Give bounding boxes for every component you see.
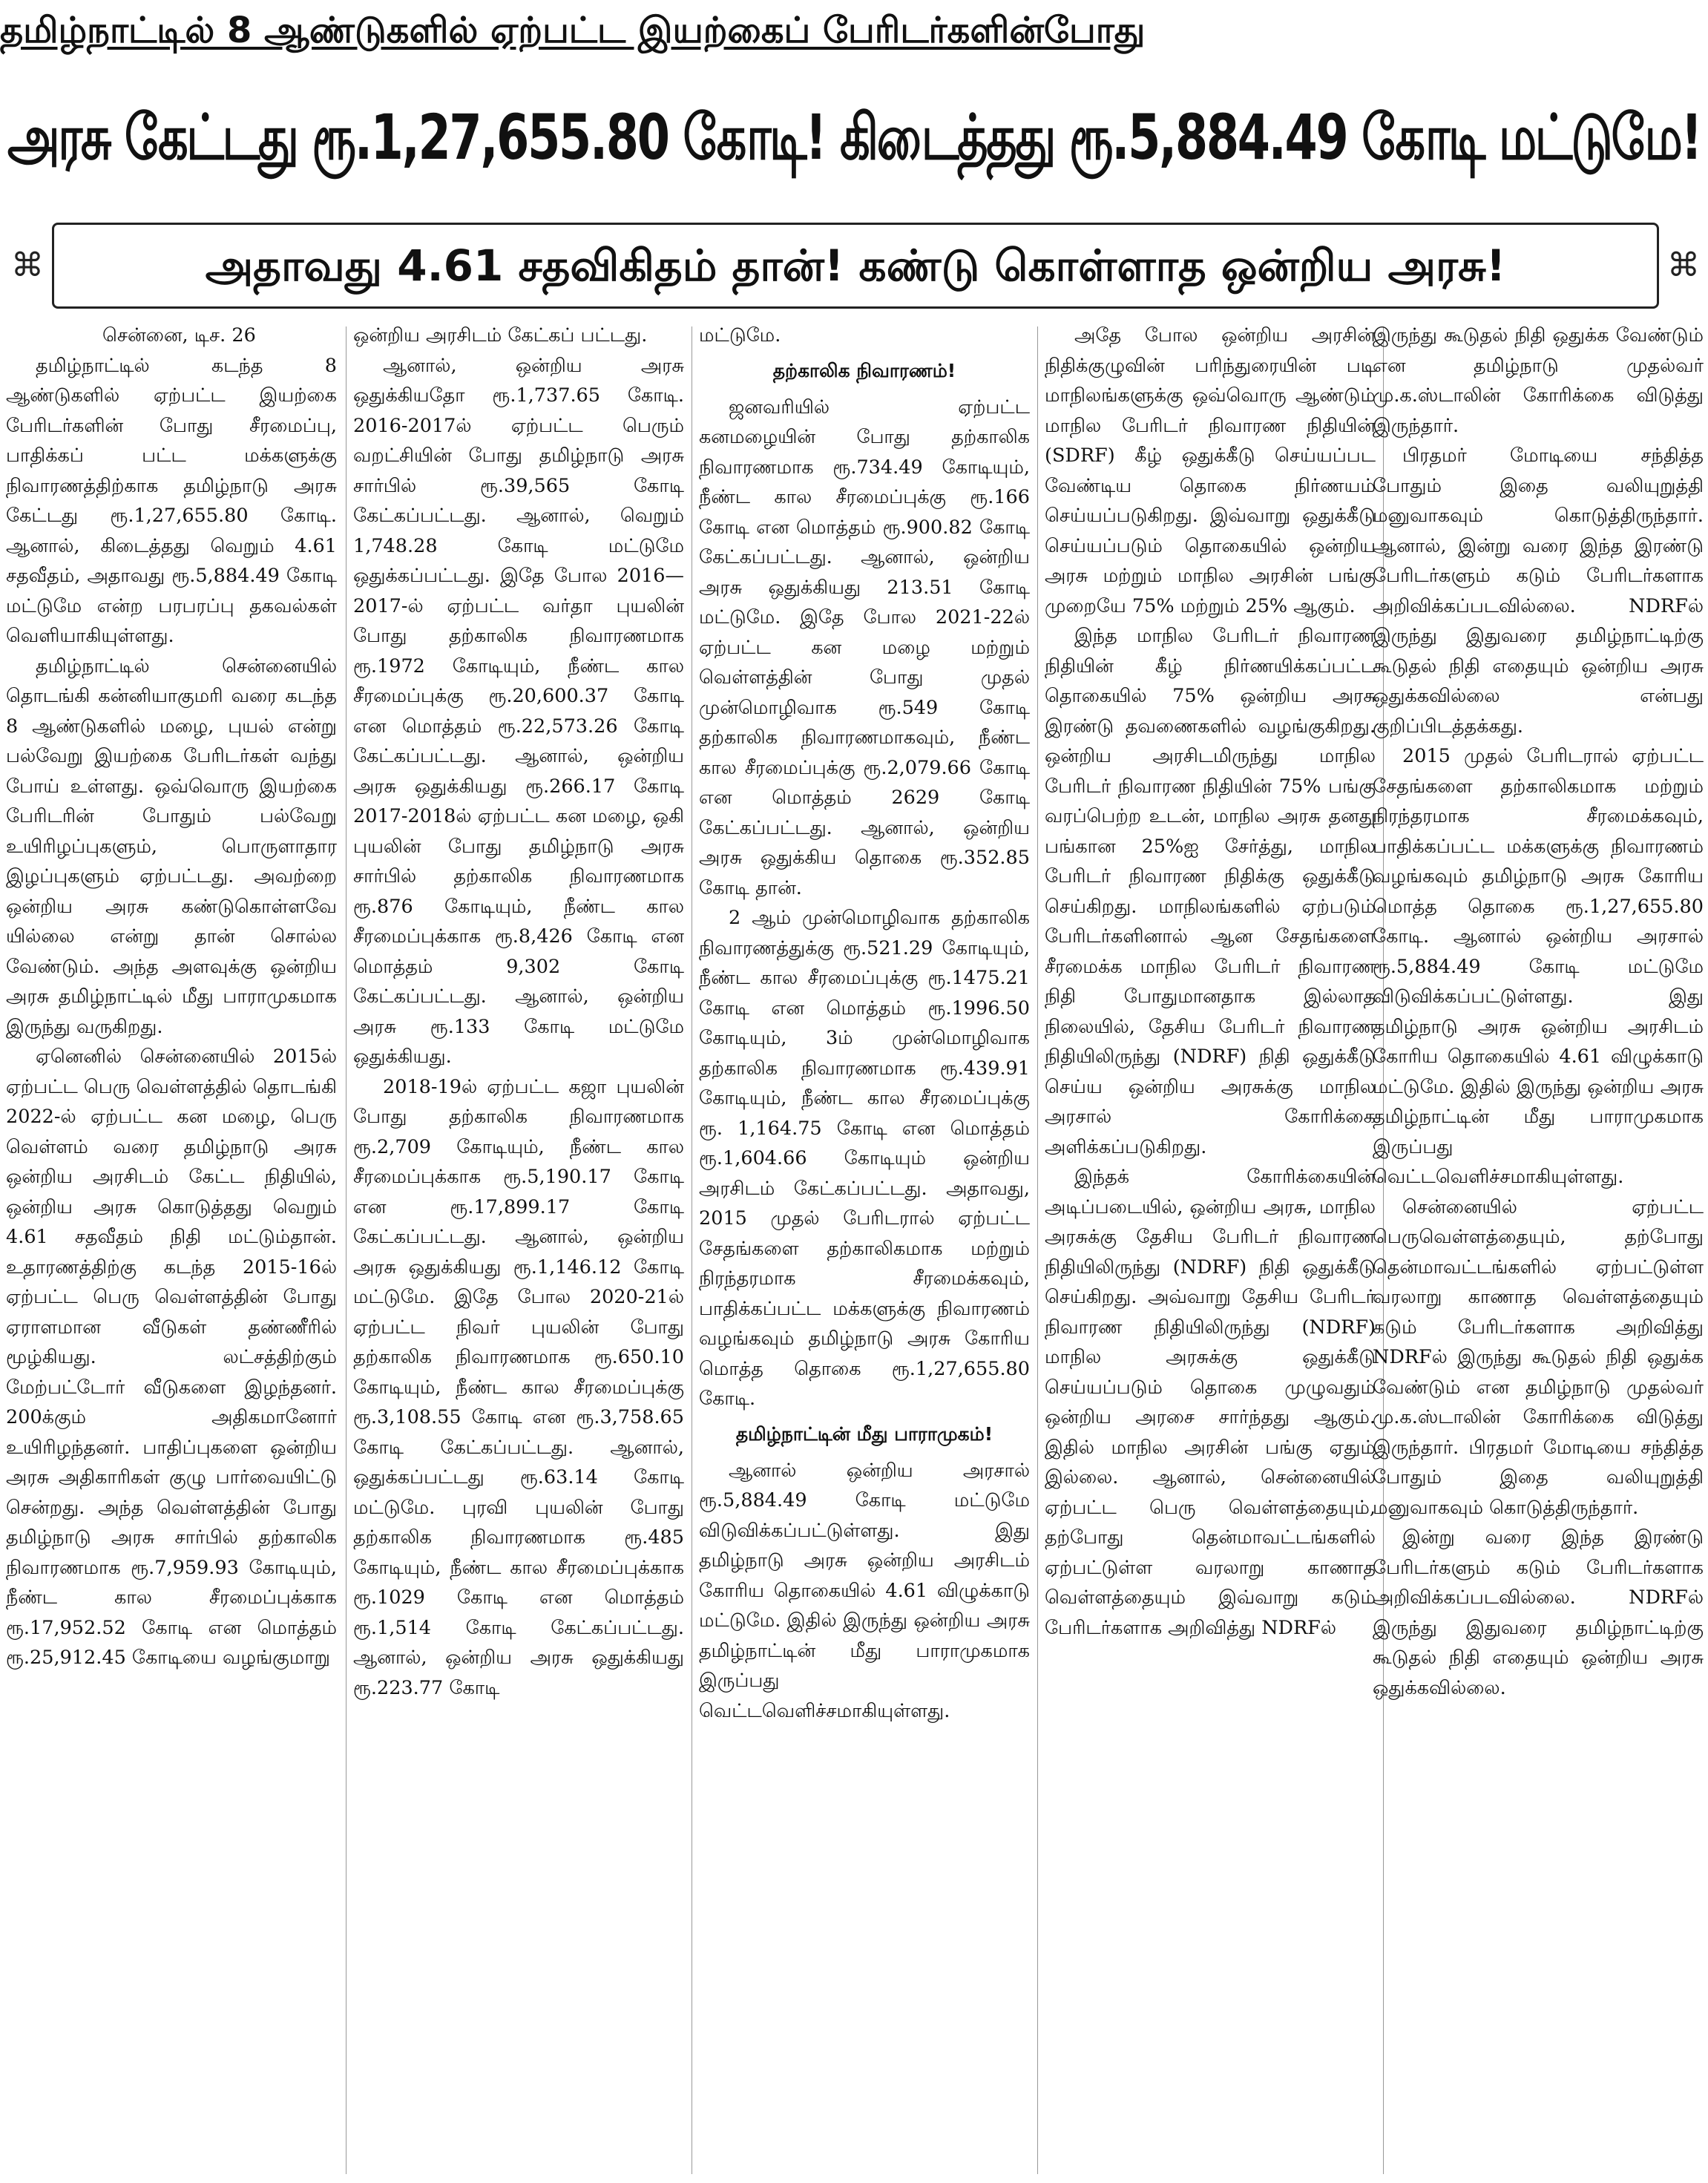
article-paragraph: அதே போல ஒன்றிய அரசின் நிதிக்குழுவின் பரிந்துரையின் படி மாநிலங்களுக்கு ஒவ்வொரு ஆண்டும் மாநில பேரிடர் நிவாரண நிதியின் (SDRF) கீழ் ஒதுக்கீடு செய்யப்பட வேண்டிய தொகை நிர்ணயம் செய்யப்படுகிறது. இவ்வாறு ஒதுக்கீடு செய்யப்படும் தொகையில் ஒன்றிய அரசு மற்றும் மாநில அரசின் பங்கு முறையே 75% மற்றும் 25% ஆகும். [1045, 324, 1376, 617]
article-column-4 [1045, 321, 1376, 2176]
article-paragraph: இந்தக் கோரிக்கையின் அடிப்படையில், ஒன்றிய அரசு, மாநில அரசுக்கு தேசிய பேரிடர் நிவாரண நிதியிலிருந்து (NDRF) நிதி ஒதுக்கீடு செய்கிறது. அவ்வாறு தேசிய பேரிடர் நிவாரண நிதியிலிருந்து (NDRF) மாநில அரசுக்கு ஒதுக்கீடு செய்யப்படும் தொகை முழுவதும் ஒன்றிய அரசை சார்ந்தது ஆகும். இதில் மாநில அரசின் பங்கு ஏதும் இல்லை. ஆனால், சென்னையில் ஏற்பட்ட பெரு வெள்ளத்தையும், தற்போது தென்மாவட்டங்களில் ஏற்பட்டுள்ள வரலாறு காணாத வெள்ளத்தையும் இவ்வாறு கடும் பேரிடர்களாக அறிவித்து NDRFல் [1045, 1166, 1376, 1639]
article-paragraph: 2018-19ல் ஏற்பட்ட கஜா புயலின் போது தற்காலிக நிவாரணமாக ரூ.2,709 கோடியும், நீண்ட கால சீரமைப்புக்காக ரூ.5,190.17 கோடி என ரூ.17,899.17 கோடி கேட்கப்பட்டது. ஆனால், ஒன்றிய அரசு ஒதுக்கியது ரூ.1,146.12 கோடி மட்டுமே. இதே போல 2020-21ல் ஏற்பட்ட நிவர் புயலின் போது தற்காலிக நிவாரணமாக ரூ.650.10 கோடியும், நீண்ட கால சீரமைப்புக்கு ரூ.3,108.55 கோடி என ரூ.3,758.65 கோடி கேட்கப்பட்டது. ஆனால், ஒதுக்கப்பட்டது ரூ.63.14 கோடி மட்டுமே. புரவி புயலின் போது தற்காலிக நிவாரணமாக ரூ.485 கோடியும், நீண்ட கால சீரமைப்புக்காக ரூ.1029 கோடி என மொத்தம் ரூ.1,514 கோடி கேட்கப்பட்டது. ஆனால், ஒன்றிய அரசு ஒதுக்கியது ரூ.223.77 கோடி [353, 1075, 684, 1699]
article-paragraph: பிரதமர் மோடியை சந்தித்த போதும் இதை வலியுறுத்தி மனுவாகவும் கொடுத்திருந்தார். ஆனால், இன்று வரை இந்த இரண்டு பேரிடர்களும் கடும் பேரிடர்களாக அறிவிக்கப்படவில்லை. NDRFல் இருந்து இதுவரை தமிழ்நாட்டிற்கு கூடுதல் நிதி எதையும் ஒன்றிய அரசு ஒதுக்கவில்லை என்பது குறிப்பிடத்தக்கது. [1373, 444, 1704, 738]
article-paragraph: தமிழ்நாட்டில் சென்னையில் தொடங்கி கன்னியாகுமரி வரை கடந்த 8 ஆண்டுகளில் மழை, புயல் என்று பல்வேறு இயற்கை பேரிடர்கள் வந்து போய் உள்ளது. ஒவ்வொரு இயற்கை பேரிடரின் போதும் பல்வேறு உயிரிழப்புகளும், பொருளாதார இழப்புகளும் ஏற்பட்டது. அவற்றை ஒன்றிய அரசு கண்டுகொள்ளவே யில்லை என்று தான் சொல்ல வேண்டும். அந்த அளவுக்கு ஒன்றிய அரசு தமிழ்நாட்டில் மீது பாராமுகமாக இருந்து வருகிறது. [6, 654, 337, 1038]
article-paragraph: ஆனால், ஒன்றிய அரசு ஒதுக்கியதோ ரூ.1,737.65 கோடி. 2016-2017ல் ஏற்பட்ட பெரும் வறட்சியின் போது தமிழ்நாடு அரசு சார்பில் ரூ.39,565 கோடி கேட்கப்பட்டது. ஆனால், வெறும் 1,748.28 கோடி மட்டுமே ஒதுக்கப்பட்டது. இதே போல 2016—2017-ல் ஏற்பட்ட வர்தா புயலின் போது தற்காலிக நிவாரணமாக ரூ.1972 கோடியும், நீண்ட கால சீரமைப்புக்கு ரூ.20,600.37 கோடி என மொத்தம் ரூ.22,573.26 கோடி கேட்கப்பட்டது. ஆனால், ஒன்றிய அரசு ஒதுக்கியது ரூ.266.17 கோடி 2017-2018ல் ஏற்பட்ட கன மழை, ஒகி புயலின் போது தமிழ்நாடு அரசு சார்பில் தற்காலிக நிவாரணமாக ரூ.876 கோடியும், நீண்ட கால சீரமைப்புக்காக ரூ.8,426 கோடி என மொத்தம் 9,302 கோடி கேட்கப்பட்டது. ஆனால், ஒன்றிய அரசு ரூ.133 கோடி மட்டுமே ஒதுக்கியது. [353, 354, 684, 1068]
section-heading: தமிழ்நாட்டின் மீது பாராமுகம்! [735, 1422, 993, 1445]
article-column-1 [6, 321, 337, 2176]
article-paragraph: சென்னையில் ஏற்பட்ட பெருவெள்ளத்தையும், தற்போது தென்மாவட்டங்களில் ஏற்பட்டுள்ள வரலாறு காணாத வெள்ளத்தையும் கடும் பேரிடர்களாக அறிவித்து NDRFல் இருந்து கூடுதல் நிதி ஒதுக்க வேண்டும் என தமிழ்நாடு முதல்வர் மு.க.ஸ்டாலின் கோரிக்கை விடுத்து இருந்தார். பிரதமர் மோடியை சந்தித்த போதும் இதை வலியுறுத்தி மனுவாகவும் கொடுத்திருந்தார். [1373, 1195, 1704, 1519]
kicker-line: தமிழ்நாட்டில் 8 ஆண்டுகளில் ஏற்பட்ட இயற்கைப் பேரிடர்களின்போது [0, 10, 1146, 51]
ornament-left-icon: ⌘ [11, 246, 44, 284]
article-paragraph: இன்று வரை இந்த இரண்டு பேரிடர்களும் கடும் பேரிடர்களாக அறிவிக்கப்படவில்லை. NDRFல் இருந்து இதுவரை தமிழ்நாட்டிற்கு கூடுதல் நிதி எதையும் ஒன்றிய அரசு ஒதுக்கவில்லை. [1373, 1526, 1704, 1699]
dateline: சென்னை, டிச. 26 [102, 324, 256, 347]
ornament-right-icon: ⌘ [1667, 246, 1700, 284]
article-paragraph: இருந்து கூடுதல் நிதி ஒதுக்க வேண்டும் என தமிழ்நாடு முதல்வர் மு.க.ஸ்டாலின் கோரிக்கை விடுத்து இருந்தார். [1373, 324, 1704, 437]
article-paragraph: ஏனெனில் சென்னையில் 2015ல் ஏற்பட்ட பெரு வெள்ளத்தில் தொடங்கி 2022-ல் ஏற்பட்ட கன மழை, பெரு வெள்ளம் வரை தமிழ்நாடு அரசு ஒன்றிய அரசிடம் கேட்ட நிதியில், ஒன்றிய அரசு கொடுத்தது வெறும் 4.61 சதவீதம் நிதி மட்டும்தான். உதாரணத்திற்கு கடந்த 2015-16ல் ஏற்பட்ட பெரு வெள்ளத்தின் போது ஏராளமான வீடுகள் தண்ணீரில் மூழ்கியது. லட்சத்திற்கும் மேற்பட்டோர் வீடுகளை இழந்தனர். 200க்கும் அதிகமானோர் உயிரிழந்தனர். பாதிப்புகளை ஒன்றிய அரசு அதிகாரிகள் குழு பார்வையிட்டு சென்றது. அந்த வெள்ளத்தின் போது தமிழ்நாடு அரசு சார்பில் தற்காலிக நிவாரணமாக ரூ.7,959.93 கோடியும், நீண்ட கால சீரமைப்புக்காக ரூ.17,952.52 கோடி என மொத்தம் ரூ.25,912.45 கோடியை வழங்குமாறு [6, 1045, 337, 1669]
article-column-2 [353, 321, 684, 2176]
subheadline: அதாவது 4.61 சதவிகிதம் தான்! கண்டு கொள்ளாத ஒன்றிய அரசு! [205, 240, 1506, 291]
article-column-5 [1373, 321, 1704, 2176]
article-paragraph: 2 ஆம் முன்மொழிவாக தற்காலிக நிவாரணத்துக்கு ரூ.521.29 கோடியும், நீண்ட கால சீரமைப்புக்கு ரூ.1475.21 கோடி என மொத்தம் ரூ.1996.50 கோடியும், 3ம் முன்மொழிவாக தற்காலிக நிவாரணமாக ரூ.439.91 கோடியும், நீண்ட கால சீரமைப்புக்கு ரூ. 1,164.75 கோடி என மொத்தம் ரூ.1,604.66 கோடியும் ஒன்றிய அரசிடம் கேட்கப்பட்டது. அதாவது, 2015 முதல் பேரிடரால் ஏற்பட்ட சேதங்களை தற்காலிகமாக மற்றும் நிரந்தரமாக சீரமைக்கவும், பாதிக்கப்பட்ட மக்களுக்கு நிவாரணம் வழங்கவும் தமிழ்நாடு அரசு கோரிய மொத்த தொகை ரூ.1,27,655.80 கோடி. [699, 907, 1030, 1410]
headline: அரசு கேட்டது ரூ.1,27,655.80 கோடி! கிடைத்தது ரூ.5,884.49 கோடி மட்டுமே! [7, 101, 1701, 174]
article-paragraph: 2015 முதல் பேரிடரால் ஏற்பட்ட சேதங்களை தற்காலிகமாக மற்றும் நிரந்தரமாக சீரமைக்கவும், பாதிக்கப்பட்ட மக்களுக்கு நிவாரணம் வழங்கவும் தமிழ்நாடு அரசு கோரிய மொத்த தொகை ரூ.1,27,655.80 கோடி. ஆனால் ஒன்றிய அரசால் ரூ.5,884.49 கோடி மட்டுமே விடுவிக்கப்பட்டுள்ளது. இது தமிழ்நாடு அரசு ஒன்றிய அரசிடம் கோரிய தொகையில் 4.61 விழுக்காடு மட்டுமே. இதில் இருந்து ஒன்றிய அரசு தமிழ்நாட்டின் மீது பாராமுகமாக இருப்பது வெட்டவெளிச்சமாகியுள்ளது. [1373, 745, 1704, 1188]
column-rule [1037, 326, 1038, 2174]
section-heading: தற்காலிக நிவாரணம்! [772, 359, 956, 381]
article-paragraph: தமிழ்நாட்டில் கடந்த 8 ஆண்டுகளில் ஏற்பட்ட இயற்கை பேரிடர்களின் போது சீரமைப்பு, பாதிக்கப் பட்ட மக்களுக்கு நிவாரணத்திற்காக தமிழ்நாடு அரசு கேட்டது ரூ.1,27,655.80 கோடி. ஆனால், கிடைத்தது வெறும் 4.61 சதவீதம், அதாவது ரூ.5,884.49 கோடி மட்டுமே என்ற பரபரப்பு தகவல்கள் வெளியாகியுள்ளது. [6, 354, 337, 647]
article-paragraph: இந்த மாநில பேரிடர் நிவாரண நிதியின் கீழ் நிர்ணயிக்கப்பட்ட தொகையில் 75% ஒன்றிய அரசு இரண்டு தவணைகளில் வழங்குகிறது. ஒன்றிய அரசிடமிருந்து மாநில பேரிடர் நிவாரண நிதியின் 75% பங்கு வரப்பெற்ற உடன், மாநில அரசு தனது பங்கான 25%ஐ சேர்த்து, மாநில பேரிடர் நிவாரண நிதிக்கு ஒதுக்கீடு செய்கிறது. மாநிலங்களில் ஏற்படும் பேரிடர்களினால் ஆன சேதங்களை சீரமைக்க மாநில பேரிடர் நிவாரண நிதி போதுமானதாக இல்லாத நிலையில், தேசிய பேரிடர் நிவாரண நிதியிலிருந்து (NDRF) நிதி ஒதுக்கீடு செய்ய ஒன்றிய அரசுக்கு மாநில அரசால் கோரிக்கை அளிக்கப்படுகிறது. [1045, 625, 1376, 1158]
article-paragraph: மட்டுமே. [699, 324, 781, 347]
subheadline-box [11, 223, 1700, 309]
article-paragraph: ஒன்றிய அரசிடம் கேட்கப் பட்டது. [353, 324, 648, 347]
article-paragraph: ஜனவரியில் ஏற்பட்ட கனமழையின் போது தற்காலிக நிவாரணமாக ரூ.734.49 கோடியும், நீண்ட கால சீரமைப்புக்கு ரூ.166 கோடி என மொத்தம் ரூ.900.82 கோடி கேட்கப்பட்டது. ஆனால், ஒன்றிய அரசு ஒதுக்கியது 213.51 கோடி மட்டுமே. இதே போல 2021-22ல் ஏற்பட்ட கன மழை மற்றும் வெள்ளத்தின் போது முதல் முன்மொழிவாக ரூ.549 கோடி தற்காலிக நிவாரணமாகவும், நீண்ட கால சீரமைப்புக்கு ரூ.2,079.66 கோடி என மொத்தம் 2629 கோடி கேட்கப்பட்டது. ஆனால், ஒன்றிய அரசு ஒதுக்கிய தொகை ரூ.352.85 கோடி தான். [699, 395, 1030, 899]
article-paragraph: ஆனால் ஒன்றிய அரசால் ரூ.5,884.49 கோடி மட்டுமே விடுவிக்கப்பட்டுள்ளது. இது தமிழ்நாடு அரசு ஒன்றிய அரசிடம் கோரிய தொகையில் 4.61 விழுக்காடு மட்டுமே. இதில் இருந்து ஒன்றிய அரசு தமிழ்நாட்டின் மீது பாராமுகமாக இருப்பது வெட்டவெளிச்சமாகியுள்ளது. [699, 1459, 1030, 1722]
article-column-3 [699, 321, 1030, 2176]
